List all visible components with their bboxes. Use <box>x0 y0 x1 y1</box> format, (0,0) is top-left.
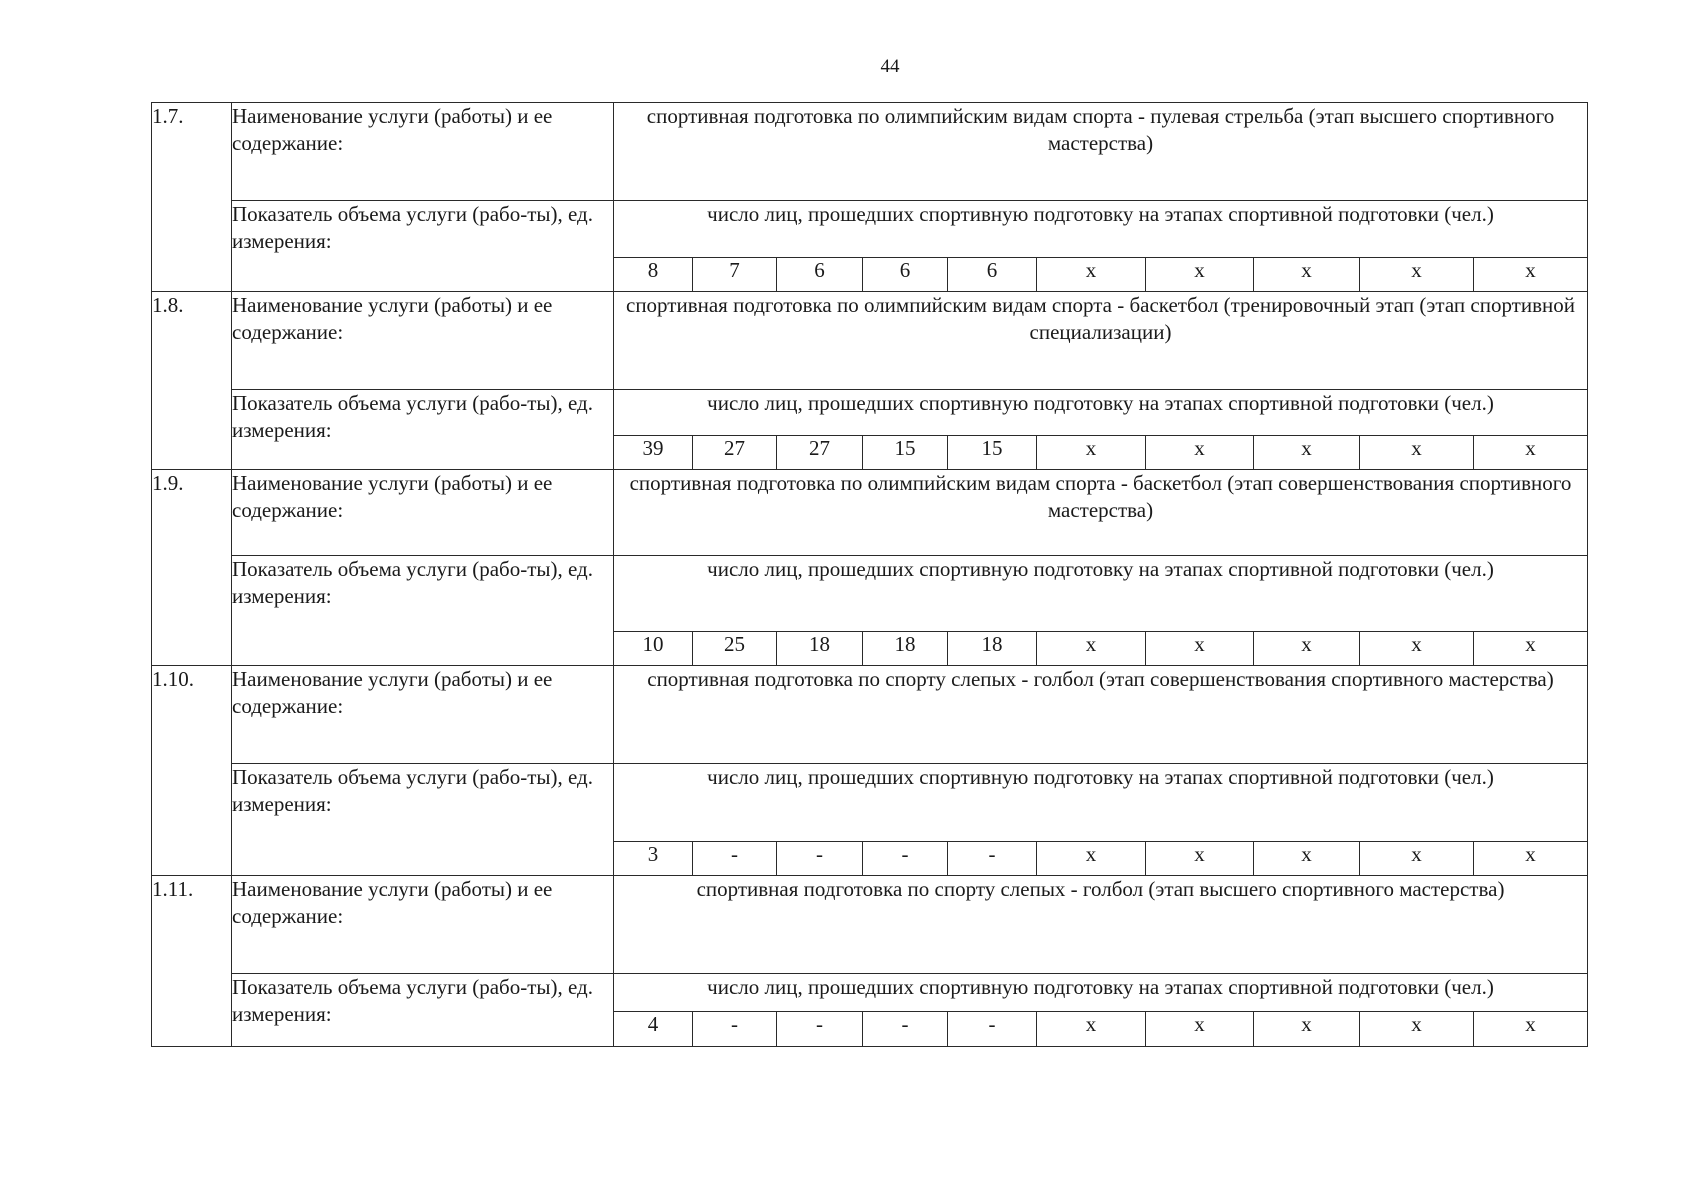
row-number: 1.7. <box>152 103 232 292</box>
service-name: спортивная подготовка по спорту слепых - голбол (этап высшего спортивного мастерства) <box>614 876 1588 974</box>
value-cell: 39 <box>614 436 693 470</box>
services-table <box>151 102 1588 1047</box>
service-row <box>152 666 1588 764</box>
volume-indicator-text: число лиц, прошедших спортивную подготовку на этапах спортивной подготовки (чел.) <box>614 201 1588 258</box>
value-cell: х <box>1254 842 1360 876</box>
service-name-label: Наименование услуги (работы) и ее содержание: <box>232 876 614 974</box>
value-cell: 25 <box>693 632 777 666</box>
value-cell: х <box>1146 842 1254 876</box>
value-cell: х <box>1474 258 1588 292</box>
service-name: спортивная подготовка по спорту слепых - голбол (этап совершенствования спортивного мастерства) <box>614 666 1588 764</box>
value-cell: 8 <box>614 258 693 292</box>
value-cell: - <box>777 1012 863 1047</box>
value-cell: 18 <box>948 632 1037 666</box>
value-cell: х <box>1474 436 1588 470</box>
value-cell: х <box>1254 1012 1360 1047</box>
volume-row <box>152 201 1588 258</box>
volume-indicator-text: число лиц, прошедших спортивную подготовку на этапах спортивной подготовки (чел.) <box>614 556 1588 632</box>
value-cell: х <box>1254 632 1360 666</box>
service-row <box>152 470 1588 556</box>
value-cell: х <box>1146 258 1254 292</box>
value-cell: - <box>693 1012 777 1047</box>
service-name: спортивная подготовка по олимпийским видам спорта - баскетбол (этап совершенствования спортивного мастерства) <box>614 470 1588 556</box>
value-cell: х <box>1146 1012 1254 1047</box>
value-cell: 18 <box>777 632 863 666</box>
volume-row <box>152 556 1588 632</box>
value-cell: 15 <box>948 436 1037 470</box>
value-cell: х <box>1254 258 1360 292</box>
service-name: спортивная подготовка по олимпийским видам спорта - пулевая стрельба (этап высшего спортивного мастерства) <box>614 103 1588 201</box>
volume-indicator-label: Показатель объема услуги (рабо-ты), ед. измерения: <box>232 974 614 1047</box>
value-cell: - <box>777 842 863 876</box>
volume-row <box>152 390 1588 436</box>
service-name: спортивная подготовка по олимпийским видам спорта - баскетбол (тренировочный этап (этап спортивной специализации) <box>614 292 1588 390</box>
volume-indicator-label: Показатель объема услуги (рабо-ты), ед. измерения: <box>232 201 614 292</box>
value-cell: - <box>863 1012 948 1047</box>
value-cell: 6 <box>863 258 948 292</box>
value-cell: х <box>1037 1012 1146 1047</box>
value-cell: х <box>1146 436 1254 470</box>
value-cell: - <box>863 842 948 876</box>
value-cell: 18 <box>863 632 948 666</box>
value-cell: 3 <box>614 842 693 876</box>
row-number: 1.8. <box>152 292 232 470</box>
row-number: 1.9. <box>152 470 232 666</box>
value-cell: х <box>1037 258 1146 292</box>
value-cell: 15 <box>863 436 948 470</box>
volume-row <box>152 764 1588 842</box>
volume-indicator-text: число лиц, прошедших спортивную подготовку на этапах спортивной подготовки (чел.) <box>614 390 1588 436</box>
value-cell: 10 <box>614 632 693 666</box>
value-cell: х <box>1474 632 1588 666</box>
value-cell: - <box>693 842 777 876</box>
value-cell: х <box>1360 842 1474 876</box>
value-cell: х <box>1037 632 1146 666</box>
value-cell: х <box>1360 258 1474 292</box>
service-name-label: Наименование услуги (работы) и ее содержание: <box>232 470 614 556</box>
service-name-label: Наименование услуги (работы) и ее содержание: <box>232 103 614 201</box>
service-name-label: Наименование услуги (работы) и ее содержание: <box>232 666 614 764</box>
value-cell: х <box>1360 436 1474 470</box>
volume-indicator-text: число лиц, прошедших спортивную подготовку на этапах спортивной подготовки (чел.) <box>614 974 1588 1012</box>
value-cell: 27 <box>777 436 863 470</box>
value-cell: х <box>1360 632 1474 666</box>
service-name-label: Наименование услуги (работы) и ее содержание: <box>232 292 614 390</box>
value-cell: 4 <box>614 1012 693 1047</box>
value-cell: х <box>1146 632 1254 666</box>
row-number: 1.10. <box>152 666 232 876</box>
value-cell: х <box>1037 436 1146 470</box>
value-cell: х <box>1474 1012 1588 1047</box>
value-cell: х <box>1474 842 1588 876</box>
value-cell: 7 <box>693 258 777 292</box>
value-cell: 6 <box>777 258 863 292</box>
value-cell: х <box>1360 1012 1474 1047</box>
service-row <box>152 103 1588 201</box>
service-row <box>152 876 1588 974</box>
value-cell: х <box>1037 842 1146 876</box>
volume-indicator-label: Показатель объема услуги (рабо-ты), ед. измерения: <box>232 556 614 666</box>
volume-indicator-label: Показатель объема услуги (рабо-ты), ед. измерения: <box>232 390 614 470</box>
service-row <box>152 292 1588 390</box>
value-cell: - <box>948 842 1037 876</box>
volume-indicator-text: число лиц, прошедших спортивную подготовку на этапах спортивной подготовки (чел.) <box>614 764 1588 842</box>
page-number: 44 <box>880 56 900 77</box>
volume-row <box>152 974 1588 1012</box>
row-number: 1.11. <box>152 876 232 1047</box>
volume-indicator-label: Показатель объема услуги (рабо-ты), ед. измерения: <box>232 764 614 876</box>
value-cell: х <box>1254 436 1360 470</box>
value-cell: - <box>948 1012 1037 1047</box>
value-cell: 6 <box>948 258 1037 292</box>
value-cell: 27 <box>693 436 777 470</box>
